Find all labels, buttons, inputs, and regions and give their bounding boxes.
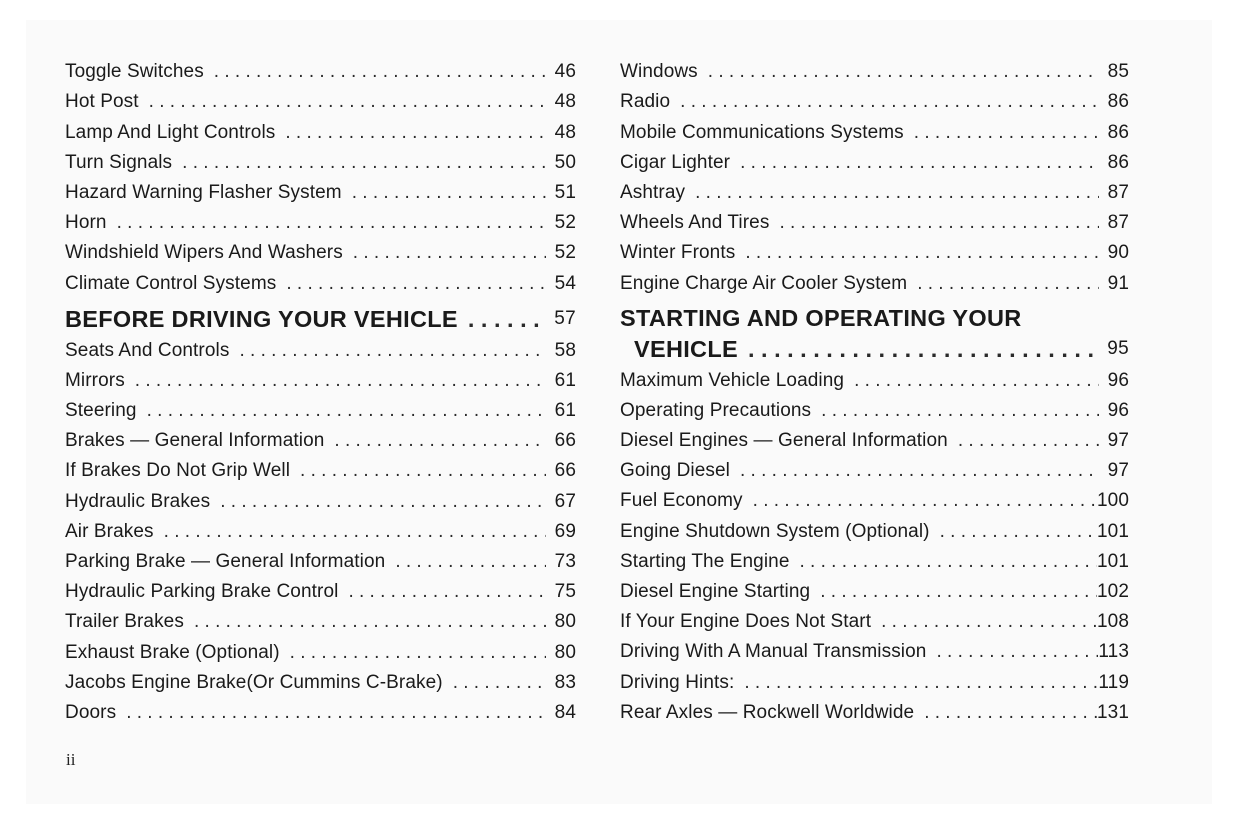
toc-entry[interactable] — [65, 264, 576, 294]
toc-entry-title: If Brakes Do Not Grip Well — [65, 460, 291, 482]
toc-entry-title: Operating Precautions — [620, 399, 812, 421]
toc-entry-page: 101 — [1096, 520, 1129, 542]
toc-entry[interactable] — [65, 573, 576, 603]
toc-heading-title: BEFORE DRIVING YOUR VEHICLE — [65, 305, 458, 332]
dot-leader — [854, 370, 1099, 392]
dot-leader — [149, 91, 546, 113]
dot-leader — [220, 491, 546, 513]
toc-entry-page: 83 — [554, 671, 576, 693]
toc-entry-page: 66 — [554, 460, 576, 482]
toc-entry-page: 100 — [1096, 490, 1129, 512]
dot-leader — [744, 672, 1098, 694]
toc-entry-title: Wheels And Tires — [620, 212, 770, 234]
dot-leader — [285, 122, 546, 144]
toc-entry-title: Cigar Lighter — [620, 151, 731, 173]
toc-entry-page: 86 — [1107, 121, 1129, 143]
dot-leader — [958, 430, 1099, 452]
toc-entry-title: Trailer Brakes — [65, 611, 184, 633]
toc-entry-page: 80 — [554, 641, 576, 663]
toc-entry-page: 86 — [1107, 91, 1129, 113]
toc-entry[interactable] — [65, 543, 576, 573]
toc-entry-title: Parking Brake — General Information — [65, 551, 386, 572]
dot-leader — [182, 152, 546, 174]
toc-entry[interactable] — [65, 204, 576, 234]
toc-entry[interactable] — [620, 234, 1129, 264]
toc-entry-title: Windows — [620, 61, 698, 83]
toc-entry-page: 52 — [554, 212, 576, 234]
dot-leader — [695, 182, 1099, 204]
toc-entry-page: 54 — [554, 272, 576, 294]
dot-leader — [748, 336, 1099, 362]
toc-entry-title: Starting The Engine — [620, 550, 790, 572]
toc-entry-title: Air Brakes — [65, 520, 154, 542]
toc-entry[interactable] — [620, 543, 1129, 573]
toc-entry[interactable] — [620, 53, 1129, 83]
dot-leader — [468, 306, 546, 332]
toc-entry-page: 90 — [1107, 242, 1129, 264]
dot-leader — [164, 521, 546, 543]
toc-entry-page: 113 — [1098, 641, 1129, 663]
toc-entry[interactable] — [65, 392, 576, 422]
toc-entry[interactable] — [65, 603, 576, 633]
toc-entry-title: Turn Signals — [65, 151, 173, 173]
toc-entry-page: 85 — [1107, 61, 1129, 83]
toc-entry[interactable] — [620, 512, 1129, 542]
dot-leader — [453, 672, 546, 694]
toc-entry[interactable] — [620, 204, 1129, 234]
toc-entry-title: Driving With A Manual Transmission — [620, 641, 927, 663]
dot-leader — [348, 581, 546, 603]
toc-entry[interactable] — [65, 144, 576, 174]
dot-leader — [800, 551, 1097, 573]
dot-leader — [135, 370, 546, 392]
toc-entry-page: 48 — [554, 121, 576, 143]
toc-entry[interactable] — [65, 332, 576, 362]
toc-entry-title: Horn — [65, 212, 107, 234]
toc-entry[interactable] — [65, 452, 576, 482]
toc-entry-title: If Your Engine Does Not Start — [620, 611, 872, 633]
toc-entry[interactable] — [65, 83, 576, 113]
toc-entry[interactable] — [65, 113, 576, 143]
toc-entry-page: 46 — [554, 61, 576, 83]
toc-entry-page: 48 — [554, 91, 576, 113]
toc-entry-title: Hydraulic Brakes — [65, 490, 211, 512]
dot-leader — [239, 340, 546, 362]
toc-entry-page: 66 — [554, 430, 576, 452]
dot-leader — [353, 242, 546, 264]
toc-entry[interactable] — [65, 174, 576, 204]
toc-entry-title: Maximum Vehicle Loading — [620, 369, 845, 391]
toc-entry-title: Rear Axles — Rockwell Worldwide — [620, 701, 915, 723]
toc-entry-title: Exhaust Brake (Optional) — [65, 641, 280, 663]
toc-entry[interactable] — [620, 452, 1129, 482]
toc-entry-page: 87 — [1107, 181, 1129, 203]
toc-entry-page: 96 — [1107, 369, 1129, 391]
toc-entry-title: Going Diesel — [620, 460, 730, 482]
toc-entry-page: 61 — [554, 369, 576, 391]
toc-entry[interactable] — [620, 174, 1129, 204]
dot-leader — [680, 91, 1099, 113]
dot-leader — [936, 641, 1098, 663]
toc-entry[interactable] — [65, 664, 576, 694]
toc-left-column — [65, 53, 576, 724]
toc-entry-title: Windshield Wipers And Washers — [65, 242, 343, 264]
toc-entry[interactable] — [620, 633, 1129, 663]
toc-entry-page: 91 — [1107, 272, 1129, 294]
toc-entry-title: Engine Charge Air Cooler System — [620, 272, 908, 294]
toc-entry[interactable] — [65, 53, 576, 83]
toc-entry-title: Diesel Engine Starting — [620, 581, 811, 602]
toc-entry-page: 108 — [1096, 611, 1129, 633]
toc-section-heading[interactable] — [65, 295, 576, 332]
dot-leader — [708, 61, 1099, 83]
toc-entry[interactable] — [620, 573, 1129, 603]
toc-entry[interactable] — [620, 264, 1129, 294]
dot-leader — [745, 242, 1099, 264]
toc-entry-title: Seats And Controls — [65, 339, 230, 361]
dot-leader — [286, 273, 546, 295]
toc-entry[interactable] — [620, 422, 1129, 452]
dot-leader — [881, 611, 1097, 633]
toc-entry-page: 52 — [554, 242, 576, 264]
toc-entry-page: 97 — [1107, 460, 1129, 482]
toc-entry[interactable] — [620, 603, 1129, 633]
toc-entry-title: Hazard Warning Flasher System — [65, 181, 342, 203]
toc-entry[interactable] — [65, 234, 576, 264]
dot-leader — [126, 702, 546, 724]
toc-entry-page: 84 — [554, 701, 576, 723]
toc-entry-page: 86 — [1107, 151, 1129, 173]
toc-entry-page: 58 — [554, 339, 576, 361]
dot-leader — [194, 611, 546, 633]
toc-entry-title: Driving Hints: — [620, 671, 735, 693]
toc-right-column — [620, 53, 1129, 724]
toc-entry-page: 80 — [554, 611, 576, 633]
page-folio: ii — [66, 750, 76, 769]
dot-leader — [395, 551, 546, 573]
toc-entry-page: 57 — [554, 307, 576, 329]
toc-entry-title: Jacobs Engine Brake(Or Cummins C-Brake) — [65, 671, 443, 693]
toc-entry-page: 67 — [554, 490, 576, 512]
dot-leader — [740, 152, 1099, 174]
dot-leader — [117, 212, 546, 234]
toc-entry-page: 131 — [1096, 701, 1129, 723]
toc-entry-page: 101 — [1096, 550, 1129, 572]
toc-entry-page: 102 — [1096, 581, 1129, 602]
toc-entry-page: 95 — [1107, 337, 1129, 359]
toc-entry[interactable] — [620, 663, 1129, 693]
toc-entry-title: Doors — [65, 701, 117, 723]
toc-entry-title: Brakes — General Information — [65, 430, 325, 452]
dot-leader — [352, 182, 546, 204]
dot-leader — [821, 400, 1099, 422]
toc-entry-title: Diesel Engines — General Information — [620, 430, 948, 452]
toc-entry-title: Ashtray — [620, 181, 686, 203]
toc-entry[interactable] — [620, 144, 1129, 174]
toc-entry-title: Mobile Communications Systems — [620, 121, 904, 143]
toc-entry[interactable] — [620, 83, 1129, 113]
dot-leader — [290, 642, 546, 664]
dot-leader — [300, 460, 546, 482]
toc-entry-page: 75 — [554, 581, 576, 603]
toc-entry[interactable] — [620, 392, 1129, 422]
toc-entry[interactable] — [65, 482, 576, 512]
dot-leader — [147, 400, 546, 422]
toc-entry[interactable] — [65, 422, 576, 452]
dot-leader — [753, 490, 1097, 512]
dot-leader — [914, 122, 1099, 144]
dot-leader — [779, 212, 1099, 234]
dot-leader — [940, 521, 1097, 543]
toc-entry-page: 73 — [554, 551, 576, 572]
dot-leader — [740, 460, 1099, 482]
toc-entry[interactable] — [620, 694, 1129, 724]
toc-entry-title: Lamp And Light Controls — [65, 121, 276, 143]
toc-entry-page: 119 — [1098, 671, 1129, 693]
toc-entry[interactable] — [65, 513, 576, 543]
toc-section-heading[interactable] — [620, 331, 1129, 362]
dot-leader — [334, 430, 546, 452]
toc-entry-title: Mirrors — [65, 369, 125, 391]
toc-section-heading-line1 — [620, 303, 1129, 331]
toc-entry-title: Hot Post — [65, 91, 139, 113]
toc-entry-title: Toggle Switches — [65, 61, 204, 83]
toc-entry-title: Steering — [65, 400, 137, 422]
toc-entry[interactable] — [620, 482, 1129, 512]
toc-entry-page: 50 — [554, 151, 576, 173]
toc-entry[interactable] — [620, 113, 1129, 143]
dot-leader — [924, 702, 1097, 724]
toc-entry-page: 87 — [1107, 212, 1129, 234]
toc-entry-title: Fuel Economy — [620, 490, 743, 512]
toc-entry-page: 97 — [1107, 430, 1129, 452]
toc-entry-title: Hydraulic Parking Brake Control — [65, 581, 339, 603]
toc-entry-title: Climate Control Systems — [65, 272, 277, 294]
toc-heading-title-cont: VEHICLE — [634, 335, 738, 362]
dot-leader — [820, 581, 1097, 603]
dot-leader — [214, 61, 546, 83]
toc-entry[interactable] — [620, 362, 1129, 392]
toc-entry[interactable] — [65, 362, 576, 392]
toc-entry-page: 69 — [554, 520, 576, 542]
toc-entry-page: 61 — [554, 400, 576, 422]
toc-heading-title: STARTING AND OPERATING YOUR — [620, 304, 1022, 331]
toc-entry-page: 96 — [1107, 399, 1129, 421]
toc-entry[interactable] — [65, 694, 576, 724]
toc-entry-title: Winter Fronts — [620, 242, 736, 264]
toc-entry[interactable] — [65, 633, 576, 663]
toc-entry-page: 51 — [554, 181, 576, 203]
dot-leader — [917, 273, 1099, 295]
toc-entry-title: Engine Shutdown System (Optional) — [620, 520, 930, 542]
toc-entry-title: Radio — [620, 91, 671, 113]
